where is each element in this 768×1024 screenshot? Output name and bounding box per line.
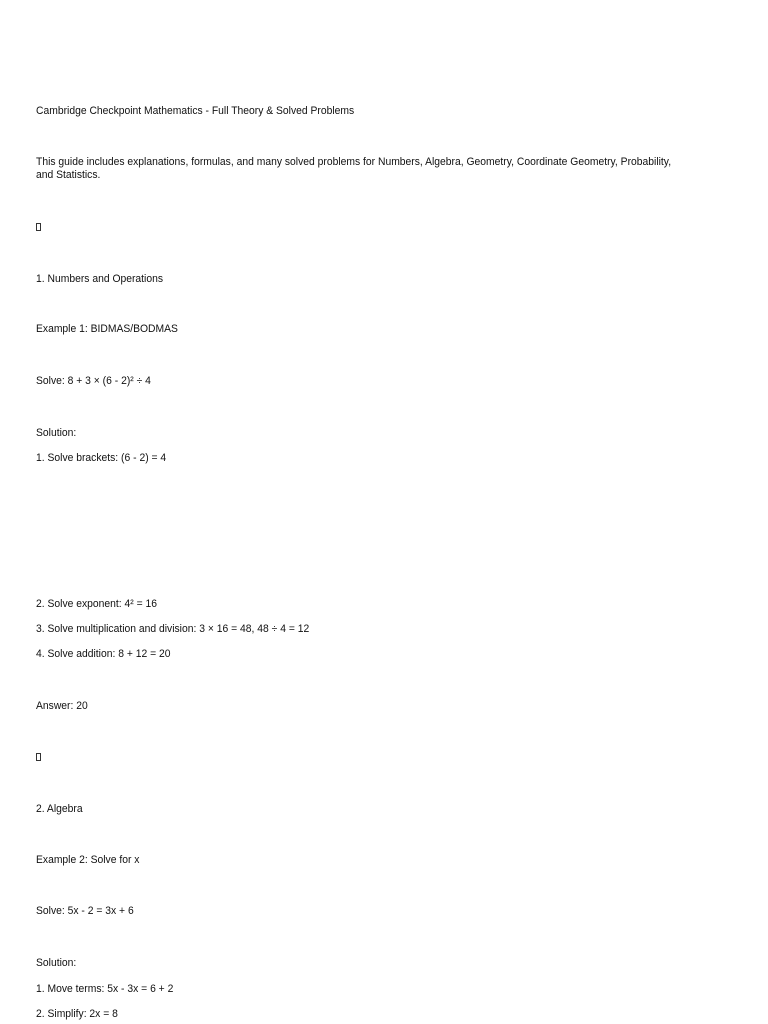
- section-heading-numbers: 1. Numbers and Operations: [36, 273, 164, 285]
- answer-line-1: Answer: 20: [36, 700, 88, 712]
- example-title-2: Example 2: Solve for x: [36, 854, 140, 866]
- solution-step: 4. Solve addition: 8 + 12 = 20: [36, 648, 171, 660]
- solution-step: 3. Solve multiplication and division: 3 × 16 = 48, 48 ÷ 4 = 12: [36, 623, 310, 635]
- solution-label-1: Solution:: [36, 427, 77, 439]
- example-title-1: Example 1: BIDMAS/BODMAS: [36, 323, 178, 335]
- section-heading-algebra: 2. Algebra: [36, 803, 83, 815]
- intro-paragraph: This guide includes explanations, formulas, and many solved problems for Numbers, Algebra, Geometry, Coordinate Geometry, Probability, and Statistics.: [36, 156, 674, 181]
- solution-step: 2. Simplify: 2x = 8: [36, 1008, 118, 1020]
- missing-glyph-icon: [36, 753, 41, 761]
- solution-step: 1. Solve brackets: (6 - 2) = 4: [36, 452, 167, 464]
- solution-step: 2. Solve exponent: 4² = 16: [36, 598, 158, 610]
- missing-glyph-icon: [36, 223, 41, 231]
- solution-label-2: Solution:: [36, 957, 77, 969]
- problem-statement-2: Solve: 5x - 2 = 3x + 6: [36, 905, 134, 917]
- solution-step: 1. Move terms: 5x - 3x = 6 + 2: [36, 983, 174, 995]
- document-title: Cambridge Checkpoint Mathematics - Full Theory & Solved Problems: [36, 105, 355, 117]
- problem-statement-1: Solve: 8 + 3 × (6 - 2)² ÷ 4: [36, 375, 151, 387]
